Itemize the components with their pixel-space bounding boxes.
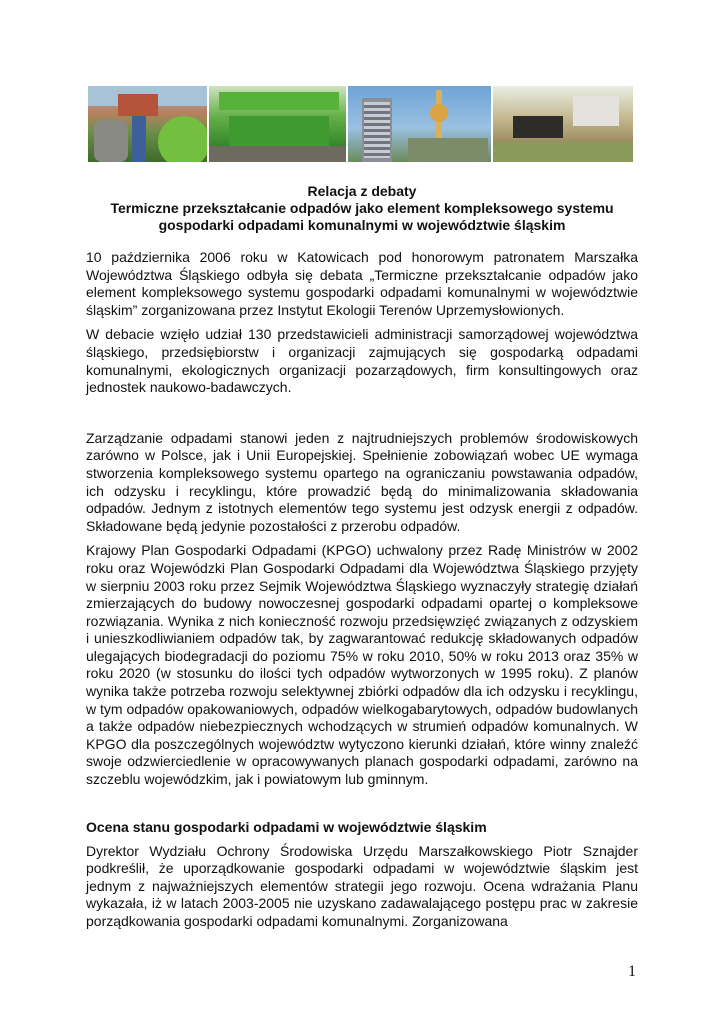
- paragraph-participants: W debacie wzięło udział 130 przedstawicieli administracji samorządowej województwa śląskiego, przedsiębiorstw i organizacji zajmujących się gospodarką odpadami komunalnymi, ekologicznych organizacji pozarządowych, firm konsultingowych oraz jednostek naukowo-badawczych.: [86, 326, 638, 396]
- paragraph-kpgo: Krajowy Plan Gospodarki Odpadami (KPGO) uchwalony przez Radę Ministrów w 2002 roku oraz Wojewódzki Plan Gospodarki Odpadami dla Województwa Śląskiego przyjęty w sierpniu 2003 roku przez Sejmik Województwa Śląskiego wyznaczyły strategię działań zmierzających do budowy nowoczesnej gospodarki odpadami opartej o kompleksowe rozwiązania. Wynika z nich konieczność rozwoju przedsięwzięć związanych z odzyskiem i unieszkodliwianiem odpadów tak, by zagwarantować redukcję składowanych odpadów ulegających biodegradacji do poziomu 75% w roku 2010, 50% w roku 2013 oraz 35% w roku 2020 (w stosunku do ilości tych odpadów wytworzonych w 1995 roku). Z planów wynika także potrzeba rozwoju selektywnej zbiórki odpadów dla ich odzysku i recyklingu, w tym odpadów opakowaniowych, odpadów wielkogabarytowych, odpadów budowlanych a także odpadów niebezpiecznych wchodzących w strumień odpadów komunalnych. W KPGO dla poszczególnych województw wytyczono kierunki działań, które winny znaleźć swoje odzwierciedlenie w opracowywanych planach gospodarki odpadami, zarówno na szczeblu wojewódzkim, jak i powiatowym lub gminnym.: [86, 542, 638, 788]
- paragraph-assessment: Dyrektor Wydziału Ochrony Środowiska Urzędu Marszałkowskiego Piotr Sznajder podkreślił, że uporządkowanie gospodarki odpadami w województwie śląskim jest jednym z najważniejszych elementów strategii jego rozwoju. Ocena wdrażania Planu wykazała, iż w latach 2003-2005 nie uzyskano zadawalającego postępu prac w zakresie porządkowania gospodarki odpadami komunalnymi. Zorganizowana: [86, 842, 638, 929]
- title-line-2: Termiczne przekształcanie odpadów jako element kompleksowego systemu: [110, 200, 614, 216]
- landfill-aerial-photo: [493, 86, 633, 162]
- header-photo-strip: [88, 86, 633, 162]
- section-heading: Ocena stanu gospodarki odpadami w województwie śląskim: [86, 818, 487, 835]
- recycling-containers-photo: [88, 86, 207, 162]
- document-body: [86, 249, 638, 931]
- incineration-plant-chimney-photo: [348, 86, 490, 162]
- sorting-machine-photo: [209, 86, 346, 162]
- document-title: [86, 183, 638, 234]
- paragraph-waste-management: Zarządzanie odpadami stanowi jeden z najtrudniejszych problemów środowiskowych zarówno w Polsce, jak i Unii Europejskiej. Spełnienie zobowiązań wobec UE wymaga stworzenia kompleksowego systemu opartego na ograniczaniu powstawania odpadów, ich odzysku i recyklingu, które prowadzić będą do minimalizowania składowania odpadów. Jednym z istotnych elementów tego systemu jest odzysk energii z odpadów. Składowane będą jedynie pozostałości z przerobu odpadów.: [86, 429, 638, 534]
- page-number: 1: [628, 963, 636, 980]
- title-line-1: Relacja z debaty: [307, 183, 417, 199]
- title-line-3: gospodarki odpadami komunalnymi w województwie śląskim: [158, 217, 566, 233]
- paragraph-intro: 10 października 2006 roku w Katowicach pod honorowym patronatem Marszałka Województwa Śląskiego odbyła się debata „Termiczne przekształcanie odpadów jako element kompleksowego systemu gospodarki odpadami komunalnymi w województwie śląskim” zorganizowana przez Instytut Ekologii Terenów Uprzemysłowionych.: [86, 249, 638, 318]
